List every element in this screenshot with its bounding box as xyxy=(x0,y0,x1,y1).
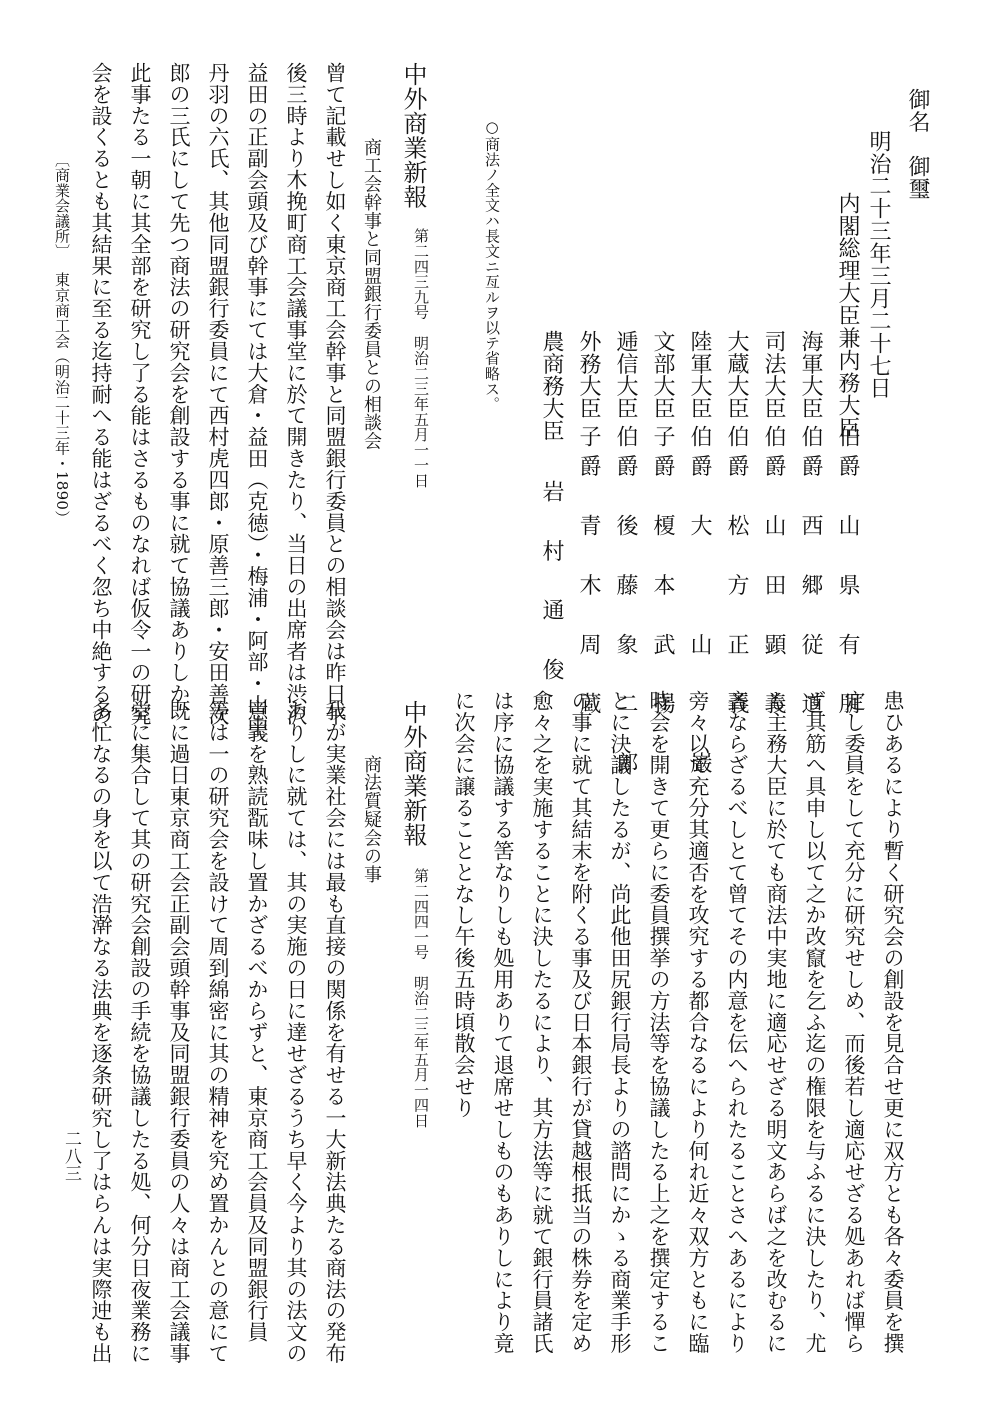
article-headline: 商法質疑会の事 xyxy=(361,755,382,884)
issue-info: 第二四四一号 明治二三年五月一四日 xyxy=(412,868,430,1129)
article-line: ず其筋へ具申し以て之か改竄を乞ふ迄の権限を与ふるに決したり、尤 xyxy=(803,690,827,1355)
minister-title: 司法大臣 xyxy=(761,330,786,420)
article-line: 益田の正副会頭及び幹事にては大倉・益田（克徳）・梅浦・阿部・山中 xyxy=(245,62,269,737)
article-line: に次会に譲ることとなし午後五時頃散会せり xyxy=(452,690,476,1119)
article-line: ありしに就ては、其の実施の日に達せざるうち早く今より其の法文の xyxy=(284,700,308,1365)
minister-title: 陸軍大臣 xyxy=(687,330,712,420)
minister-name: 子爵 青 木 周 蔵 xyxy=(576,425,601,722)
article-line: 曾て記載せし如く東京商工会幹事と同盟銀行委員との相談会は昨日午 xyxy=(323,62,347,727)
article-line: 多忙なるの身を以て浩澣なる法典を逐条研究し了はらんは実際迚も出 xyxy=(89,700,113,1365)
article-line: とに決議したるが、尚此他田尻銀行局長よりの諮問にかゝる商業手形 xyxy=(608,690,632,1355)
article-line: 定し委員をして充分に研究せしめ、而後若し適応せざる処あれば憚ら xyxy=(842,690,866,1355)
minister-title: 逓信大臣 xyxy=(613,330,638,420)
rescript-date: 明治二十三年三月二十七日 xyxy=(866,130,891,400)
minister-title: 農商務大臣 xyxy=(539,330,564,443)
page-number: 二八三 xyxy=(61,1130,81,1183)
article-line: 患ひあるにより暫く研究会の創設を見合せ更に双方とも各々委員を撰 xyxy=(881,690,905,1355)
article-line: の事に就て其結末を附くる事及び日本銀行が貸越根抵当の株券を定め xyxy=(569,690,593,1355)
article-line: 我が実業社会には最も直接の関係を有せる一大新法典たる商法の発布 xyxy=(323,700,347,1365)
newspaper-title: 中外商業新報 xyxy=(399,700,427,847)
article-headline: 商工会幹事と同盟銀行委員との相談会 xyxy=(361,138,382,451)
minister-name: 伯爵 西 郷 従 道 xyxy=(798,425,823,722)
minister-name: 伯爵 山 田 顕 義 xyxy=(761,425,786,722)
minister-title: 文部大臣 xyxy=(650,330,675,420)
minister-title: 内閣総理大臣兼内務大臣 xyxy=(835,192,860,439)
article-line: 意義を熟読翫味し置かざるべからずと、東京商工会員及同盟銀行員 xyxy=(245,700,269,1343)
minister-title: 外務大臣 xyxy=(576,330,601,420)
article-line: 丹羽の六氏、其他同盟銀行委員にて西村虎四郎・原善三郎・安田善次 xyxy=(206,62,230,727)
minister-title: 海軍大臣 xyxy=(798,330,823,420)
article-line: 旁々以て充分其適否を攻究する都合なるにより何れ近々双方ともに臨 xyxy=(686,690,710,1355)
article-line: 会を設くるとも其結果に至る迄持耐へる能はざるべく忽ち中絶するの xyxy=(89,62,113,727)
minister-name: 伯爵 山 県 有 朋 xyxy=(835,425,860,722)
article-line: は序に協議する筈なりしも処用ありて退席せしものもありしにより竟 xyxy=(491,690,515,1355)
article-line: 既に過日東京商工会正副会頭幹事及同盟銀行委員の人々は商工会議事 xyxy=(167,700,191,1365)
omission-note: ○商法ノ全文ハ長文ニ亙ルヲ以テ省略ス。 xyxy=(483,118,501,412)
article-line: 等は一の研究会を設けて周到綿密に其の精神を究め置かんとの意にて xyxy=(206,700,230,1365)
issue-info: 第二四三九号 明治二三年五月一一日 xyxy=(412,228,430,489)
article-line: 吝ならざるべしとて曾てその内意を伝へられたることさへあるにより xyxy=(725,690,749,1355)
article-line: 愈々之を実施することに決したるにより、其方法等に就て銀行員諸氏 xyxy=(530,690,554,1355)
minister-name: 岩 村 通 俊 xyxy=(539,480,564,688)
minister-title: 大蔵大臣 xyxy=(724,330,749,420)
article-line: も主務大臣に於ても商法中実地に適応せざる明文あらば之を改むるに xyxy=(764,690,788,1355)
newspaper-title: 中外商業新報 xyxy=(399,62,427,209)
source-category: 〔商業会議所〕 xyxy=(53,152,71,260)
article-line: 後三時より木挽町商工会議事堂に於て開きたり、当日の出席者は渋沢 xyxy=(284,62,308,727)
minister-name: 伯爵 後 藤 象 二 郎 xyxy=(613,425,638,782)
minister-name: 子爵 榎 本 武 揚 xyxy=(650,425,675,722)
minister-name: 伯爵 大 山 巌 xyxy=(687,425,712,782)
article-line: 時会を開きて更らに委員撰挙の方法等を協議したる上之を撰定するこ xyxy=(647,690,671,1355)
article-line: 郎の三氏にして先つ商法の研究会を創設する事に就て協議ありしか、 xyxy=(167,62,191,727)
article-line: 堂に集合して其の研究会創設の手続を協議したる処、何分日夜業務に xyxy=(128,700,152,1365)
source-label: 東京商工会（明治二十三年・1890） xyxy=(53,272,71,526)
minister-name: 伯爵 松 方 正 義 xyxy=(724,425,749,722)
imperial-seal-line: 御名 御璽 xyxy=(905,88,930,201)
article-line: 此事たる一朝に其全部を研究し了る能はさるものなれば仮令一の研究 xyxy=(128,62,152,727)
